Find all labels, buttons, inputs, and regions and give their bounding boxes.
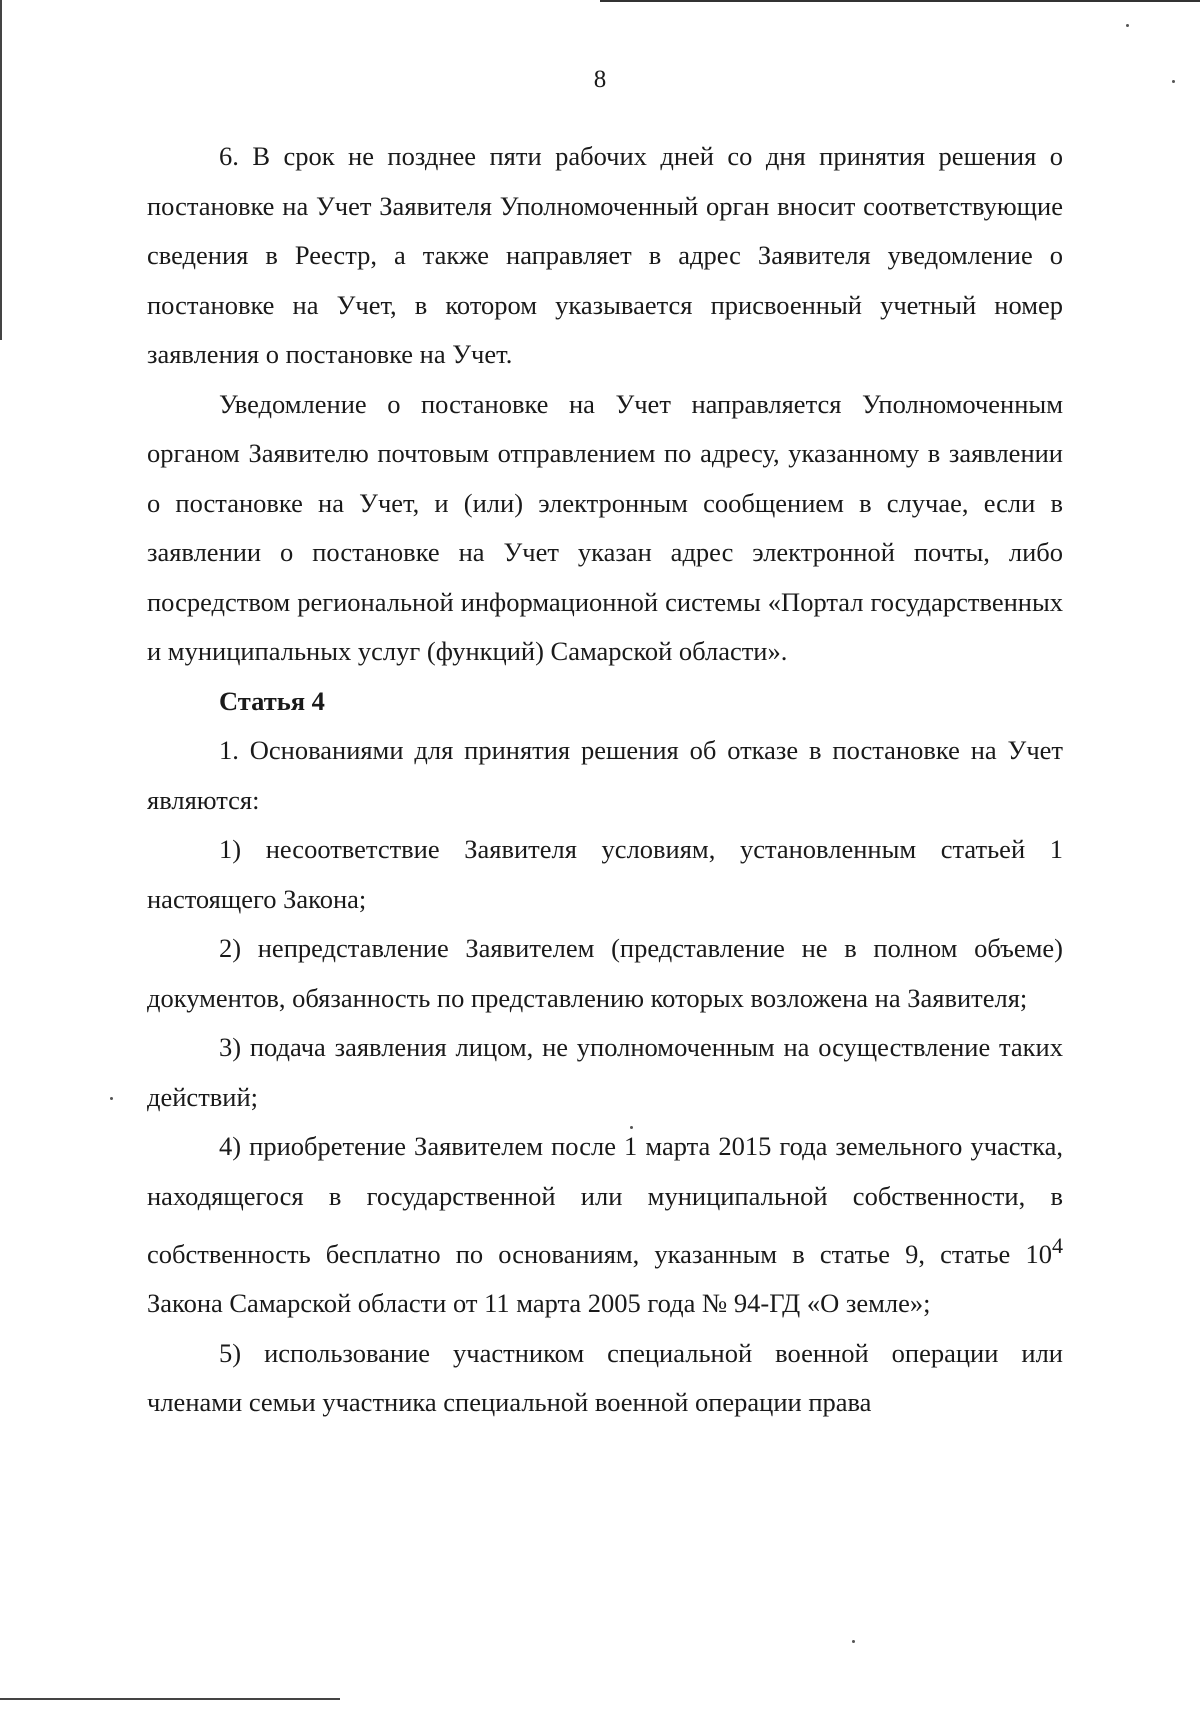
scan-speck <box>1172 80 1175 83</box>
list-item-5: 5) использование участником специальной военной операции или членами семьи участника специальной военной операции права <box>147 1337 1063 1418</box>
list-item-1: 1) несоответствие Заявителя условиям, установленным статьей 1 настоящего Закона; <box>147 834 1063 914</box>
article-heading: Статья 4 <box>219 685 325 716</box>
superscript: 4 <box>1051 1233 1063 1258</box>
scan-speck <box>1126 24 1129 27</box>
list-item-4 <box>147 1122 1063 1329</box>
scan-speck <box>852 1640 855 1643</box>
scan-edge-left <box>0 0 2 340</box>
list-item-4-text: 4) приобретение Заявителем после 1 марта 2015 года земельного участка, находящегося в государственной или муниципальной собственности, в собственность бесплатно по основаниям, указанным в статье 9, статье 10 <box>147 1131 1063 1269</box>
list-item-3: 3) подача заявления лицом, не уполномоченным на осуществление таких действий; <box>147 1032 1063 1112</box>
list-item-2: 2) непредставление Заявителем (представление не в полном объеме) документов, обязанность по представлению которых возложена на Заявителя; <box>147 933 1063 1013</box>
article-intro: 1. Основаниями для принятия решения об отказе в постановке на Учет являются: <box>147 735 1063 815</box>
scan-edge-top <box>600 0 1200 2</box>
section6-paragraph-1: 6. В срок не позднее пяти рабочих дней со дня принятия решения о постановке на Учет Заявителя Уполномоченный орган вносит соответствующие сведения в Реестр, а также направляет в адрес Заявителя уведомление о постановке на Учет, в котором указывается присвоенный учетный номер заявления о постановке на Учет. <box>147 141 1063 369</box>
document-body <box>147 132 1063 1428</box>
scan-speck <box>630 1126 633 1129</box>
scan-edge-bottom <box>0 1698 340 1700</box>
scan-speck <box>110 1097 113 1100</box>
page-number: 8 <box>593 66 607 93</box>
section6-paragraph-2: Уведомление о постановке на Учет направляется Уполномоченным органом Заявителю почтовым отправлением по адресу, указанному в заявлении о постановке на Учет, и (или) электронным сообщением в случае, если в заявлении о постановке на Учет указан адрес электронной почты, либо посредством региональной информационной системы «Портал государственных и муниципальных услуг (функций) Самарской области». <box>147 388 1063 666</box>
list-item-4-tail: Закона Самарской области от 11 марта 2005 года № 94-ГД «О земле»; <box>147 1288 931 1319</box>
